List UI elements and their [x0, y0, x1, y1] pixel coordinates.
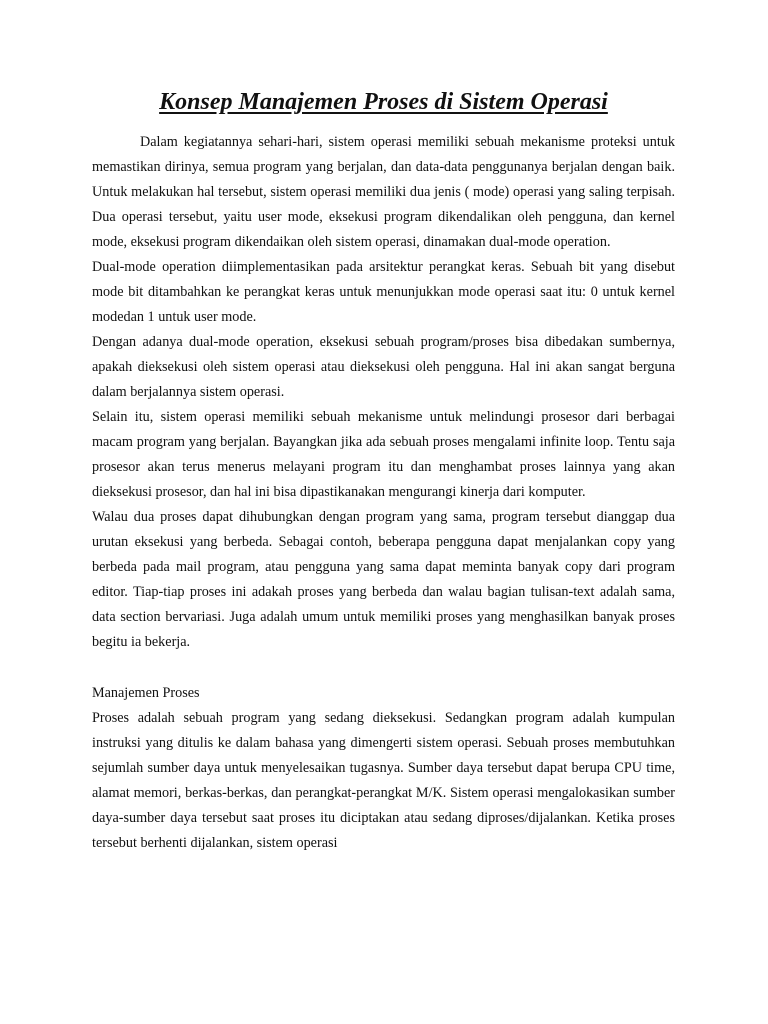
- paragraph-process-management: Proses adalah sebuah program yang sedang dieksekusi. Sedangkan program adalah kumpulan instruksi yang ditulis ke dalam bahasa yang dimengerti sistem operasi. Sebuah proses membutuhkan sejumlah sumber daya untuk menyelesaikan tugasnya. Sumber daya tersebut dapat berupa CPU time, alamat memori, berkas-berkas, dan perangkat-perangkat M/K. Sistem operasi mengalokasikan sumber daya-sumber daya tersebut saat proses itu diciptakan atau sedang diproses/dijalankan. Ketika proses tersebut berhenti dijalankan, sistem operasi: [92, 710, 675, 851]
- document-page: [92, 84, 675, 856]
- paragraph-dual-mode-benefit: Dengan adanya dual-mode operation, eksekusi sebuah program/proses bisa dibedakan sumbernya, apakah dieksekusi oleh sistem operasi atau dieksekusi oleh pengguna. Hal ini akan sangat berguna dalam berjalannya sistem operasi.: [92, 334, 675, 400]
- paragraph-multiple-processes: Walau dua proses dapat dihubungkan dengan program yang sama, program tersebut dianggap dua urutan eksekusi yang berbeda. Sebagai contoh, beberapa pengguna dapat menjalankan copy yang berbeda pada mail program, atau pengguna yang sama dapat meminta banyak copy dari program editor. Tiap-tiap proses ini adakah proses yang berbeda dan walau bagian tulisan-text adalah sama, data section bervariasi. Juga adalah umum untuk memiliki proses yang menghasilkan banyak proses begitu ia bekerja.: [92, 509, 675, 650]
- document-title: Konsep Manajemen Proses di Sistem Operasi: [159, 89, 608, 115]
- paragraph-processor-protection: Selain itu, sistem operasi memiliki sebuah mekanisme untuk melindungi prosesor dari berbagai macam program yang berjalan. Bayangkan jika ada sebuah proses mengalami infinite loop. Tentu saja prosesor akan terus menerus melayani program itu dan menghambat proses lainnya yang akan dieksekusi prosesor, dan hal ini bisa dipastikanakan mengurangi kinerja dari komputer.: [92, 409, 675, 500]
- section-heading: Manajemen Proses: [92, 685, 200, 701]
- paragraph-spacer: [92, 655, 675, 681]
- paragraph-dual-mode: Dual-mode operation diimplementasikan pada arsitektur perangkat keras. Sebuah bit yang disebut mode bit ditambahkan ke perangkat keras untuk menunjukkan mode operasi saat itu: 0 untuk kernel modedan 1 untuk user mode.: [92, 259, 675, 325]
- paragraph-intro: Dalam kegiatannya sehari-hari, sistem operasi memiliki sebuah mekanisme proteksi untuk memastikan dirinya, semua program yang berjalan, dan data-data penggunanya berjalan dengan baik. Untuk melakukan hal tersebut, sistem operasi memiliki dua jenis ( mode) operasi yang saling terpisah. Dua operasi tersebut, yaitu user mode, eksekusi program dikendalikan oleh pengguna, dan kernel mode, eksekusi program dikendaikan oleh sistem operasi, dinamakan dual-mode operation.: [92, 134, 675, 250]
